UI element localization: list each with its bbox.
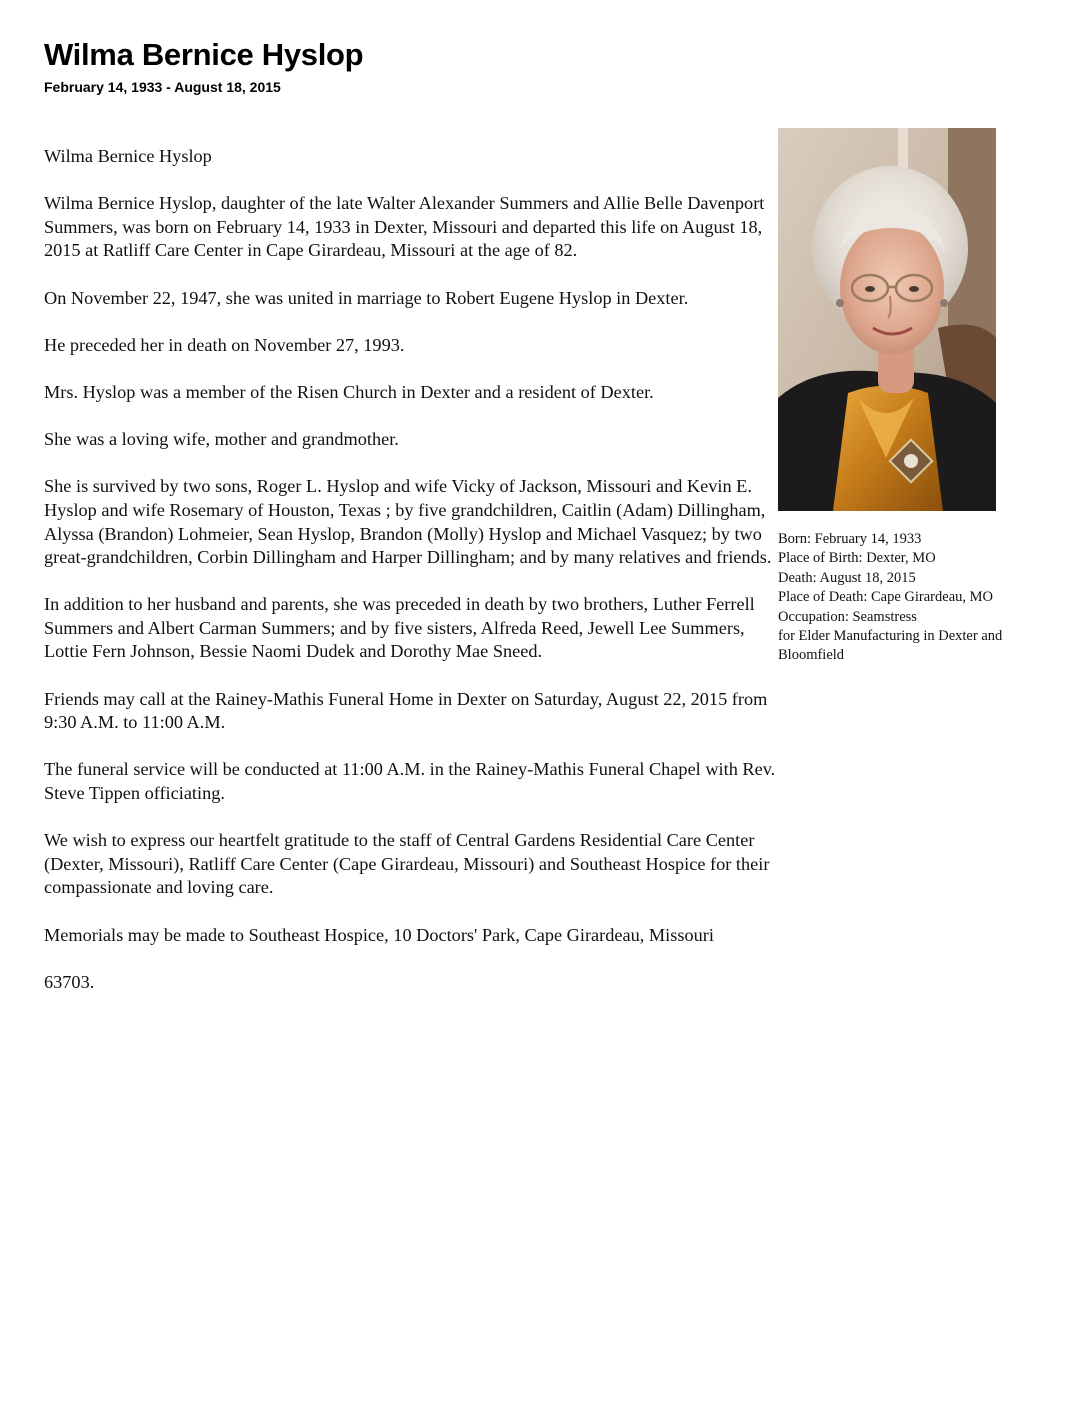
deathplace-fact: Place of Death: Cape Girardeau, MO	[778, 589, 994, 606]
death-fact: Death: August 18, 2015	[778, 569, 916, 586]
occupation-fact: Occupation: Seamstress	[778, 608, 917, 625]
obituary-paragraph-gratitude: We wish to express our heartfelt gratitude to the staff of Central Gardens Residential Care Center (Dexter, Missouri), Ratliff Care Center (Cape Girardeau, Missouri) and Southeast Hospice for their compassionate and loving care.	[44, 830, 770, 898]
birthplace-fact: Place of Birth: Dexter, MO	[778, 550, 936, 567]
obituary-paragraph-memorials: Memorials may be made to Southeast Hospice, 10 Doctors' Park, Cape Girardeau, Missouri	[44, 924, 714, 945]
obituary-text	[44, 145, 789, 1018]
obituary-paragraph-marriage: On November 22, 1947, she was united in marriage to Robert Eugene Hyslop in Dexter.	[44, 287, 689, 308]
occupation-detail: for Elder Manufacturing in Dexter and Bloomfield	[778, 628, 1003, 664]
obituary-paragraph-visitation: Friends may call at the Rainey-Mathis Funeral Home in Dexter on Saturday, August 22, 2015 from 9:30 A.M. to 11:00 A.M.	[44, 688, 768, 733]
obituary-paragraph-family-role: She was a loving wife, mother and grandmother.	[44, 429, 399, 450]
obituary-heading: Wilma Bernice Hyslop	[44, 146, 212, 166]
obituary-paragraph-birth: Wilma Bernice Hyslop, daughter of the late Walter Alexander Summers and Allie Belle Davenport Summers, was born on February 14, 1933 in Dexter, Missouri and departed this life on August 18, 2015 at Ratliff Care Center in Cape Girardeau, Missouri at the age of 82.	[44, 193, 765, 261]
obituary-paragraph-service: The funeral service will be conducted at 11:00 A.M. in the Rainey-Mathis Funeral Chapel with Rev. Steve Tippen officiating.	[44, 759, 776, 804]
obituary-paragraph-church: Mrs. Hyslop was a member of the Risen Church in Dexter and a resident of Dexter.	[44, 381, 654, 402]
portrait-photo	[778, 128, 996, 511]
vital-facts	[778, 530, 1038, 666]
life-dates: February 14, 1933 - August 18, 2015	[44, 79, 281, 95]
obituary-paragraph-husband: He preceded her in death on November 27, 1993.	[44, 334, 405, 355]
born-fact: Born: February 14, 1933	[778, 531, 922, 547]
obituary-paragraph-survivors: She is survived by two sons, Roger L. Hyslop and wife Vicky of Jackson, Missouri and Kevin E. Hyslop and wife Rosemary of Houston, Texas ; by five grandchildren, Caitlin (Adam) Dillingham, Alyssa (Brandon) Lohmeier, Sean Hyslop, Brandon (Molly) Hyslop and Michael Vasquez; by two great-grandchildren, Corbin Dillingham and Harper Dillingham; and by many relatives and friends.	[44, 476, 772, 568]
obituary-paragraph-zip: 63703.	[44, 971, 95, 992]
page-title: Wilma Bernice Hyslop	[44, 37, 364, 72]
obituary-paragraph-preceded: In addition to her husband and parents, she was preceded in death by two brothers, Luther Ferrell Summers and Albert Carman Summers; and by five sisters, Alfreda Reed, Jewell Lee Summers, Lottie Fern Johnson, Bessie Naomi Dudek and Dorothy Mae Sneed.	[44, 594, 755, 662]
